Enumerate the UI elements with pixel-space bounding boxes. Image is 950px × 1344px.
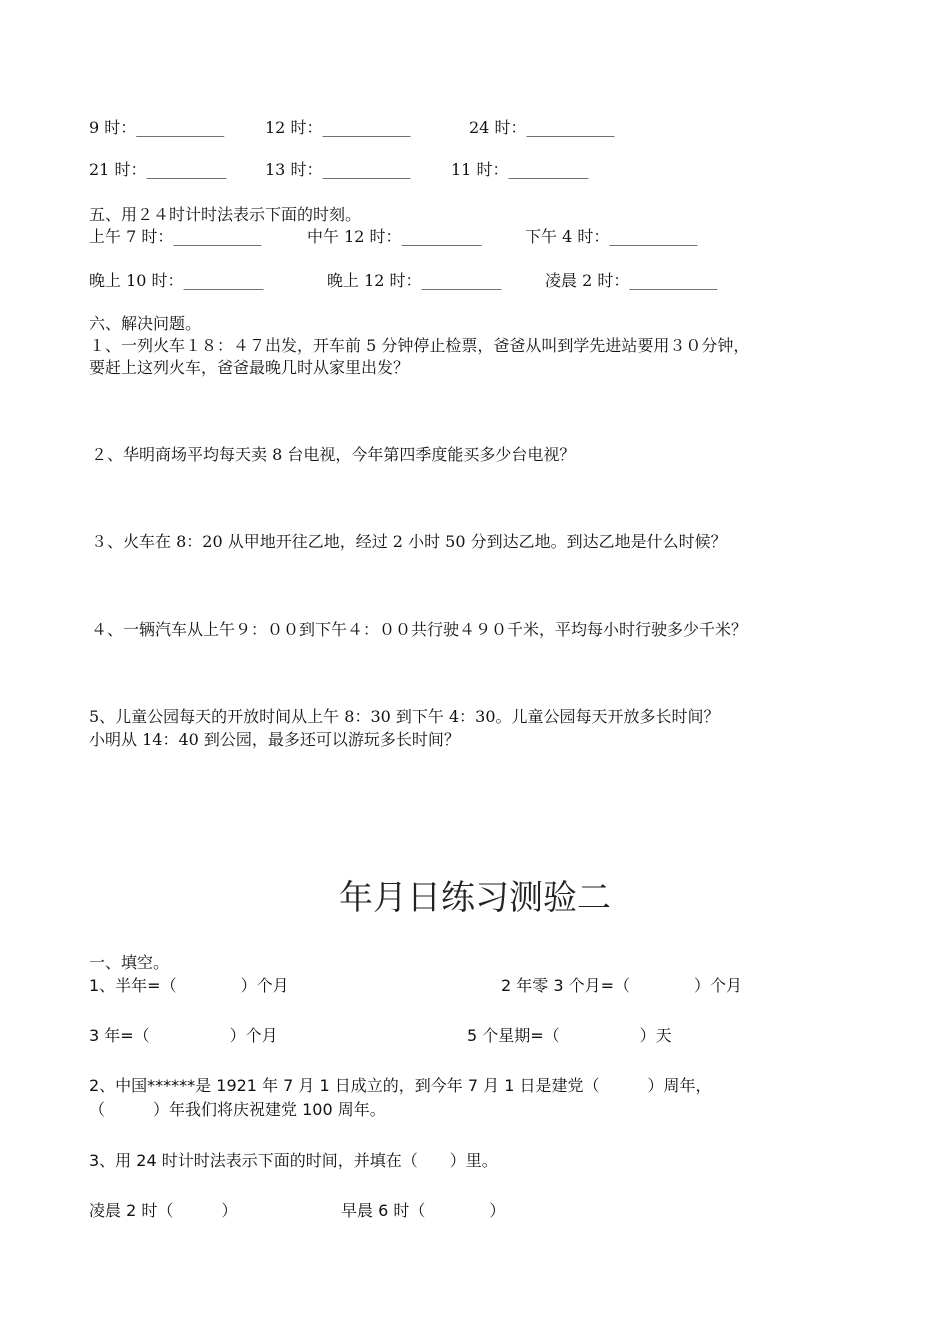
question-5-line-1: 5、儿童公园每天的开放时间从上午 8：30 到下午 4：30。儿童公园每天开放多长时间？: [89, 707, 720, 726]
question-3: ３、火车在 8：20 从甲地开往乙地，经过 2 小时 50 分到达乙地。到达乙地是什么时候？: [91, 532, 727, 551]
fill-blank-12: 12 时：___________: [265, 118, 411, 137]
fill-blank-morning-7: 上午 7 时：___________: [89, 227, 262, 246]
fill-blank-13: 13 时：___________: [265, 160, 411, 179]
fill-dawn-2: 凌晨 2 时（ ）: [89, 1201, 238, 1220]
fill-question-3: 3、用 24 时计时法表示下面的时间，并填在（ ）里。: [89, 1151, 498, 1170]
fill-blank-night-12: 晚上 12 时：__________: [327, 271, 502, 290]
question-1-line-1: １、一列火车１８：４７出发，开车前 5 分钟停止检票，爸爸从叫到学先进站要用３０分钟，: [89, 336, 750, 355]
section5-heading: 五、用２４时计时法表示下面的时刻。: [89, 205, 362, 224]
section6-heading: 六、解决问题。: [89, 314, 202, 333]
fill-blank-9: 9 时：___________: [89, 118, 225, 137]
fill-blank-11: 11 时：__________: [451, 160, 589, 179]
fill-half-year: 1、半年=（ ）个月: [89, 976, 289, 995]
fill-blank-24: 24 时：___________: [469, 118, 615, 137]
fill-three-years: 3 年=（ ）个月: [89, 1026, 278, 1045]
fill-blank-21: 21 时：__________: [89, 160, 227, 179]
question-4: ４、一辆汽车从上午９：００到下午４：００共行驶４９０千米，平均每小时行驶多少千米？: [91, 620, 748, 639]
fill-question-2-line-2: （ ）年我们将庆祝建党 100 周年。: [89, 1100, 386, 1119]
fill-blank-noon-12: 中午 12 时：__________: [307, 227, 482, 246]
part1-heading: 一、填空。: [89, 953, 170, 972]
question-1-line-2: 要赶上这列火车，爸爸最晚几时从家里出发？: [89, 358, 410, 377]
fill-blank-evening-10: 晚上 10 时：__________: [89, 271, 264, 290]
question-5-line-2: 小明从 14：40 到公园，最多还可以游玩多长时间？: [89, 730, 460, 749]
page-title: 年月日练习测验二: [339, 878, 611, 918]
fill-morning-6: 早晨 6 时（ ）: [341, 1201, 506, 1220]
fill-blank-afternoon-4: 下午 4 时：___________: [525, 227, 698, 246]
fill-two-years-three-months: 2 年零 3 个月=（ ）个月: [501, 976, 743, 995]
question-2: ２、华明商场平均每天卖 8 台电视，今年第四季度能买多少台电视？: [91, 445, 576, 464]
fill-blank-dawn-2: 凌晨 2 时：___________: [545, 271, 718, 290]
fill-question-2-line-1: 2、中国******是 1921 年 7 月 1 日成立的，到今年 7 月 1 日是建党（ ）周年，: [89, 1076, 712, 1095]
fill-five-weeks: 5 个星期=（ ）天: [467, 1026, 672, 1045]
